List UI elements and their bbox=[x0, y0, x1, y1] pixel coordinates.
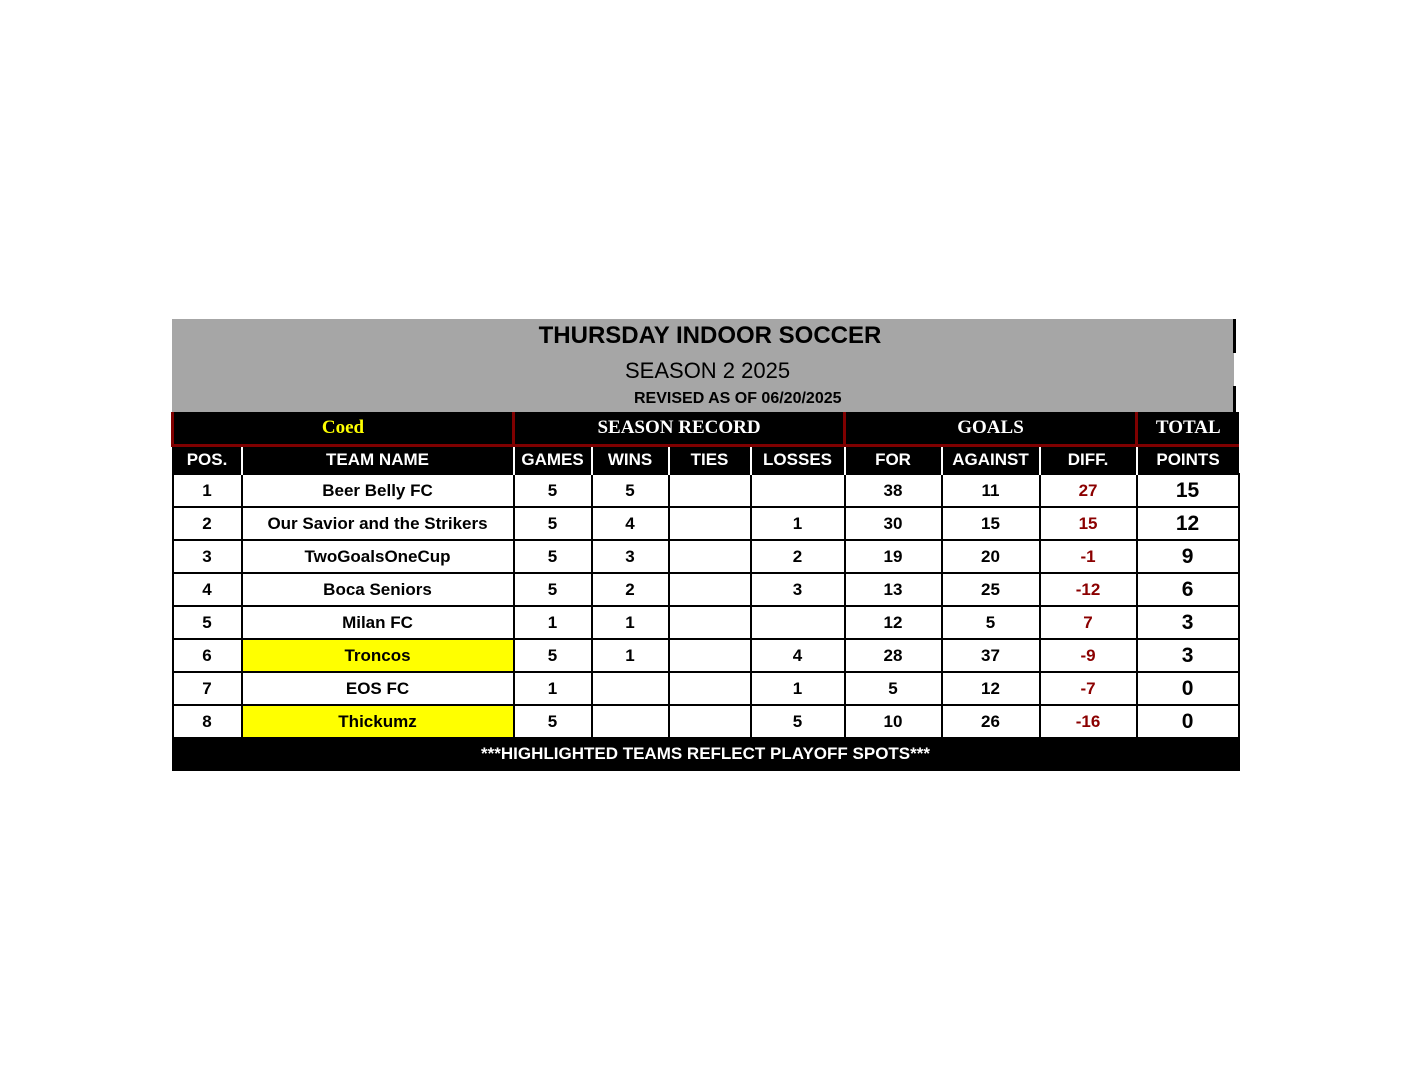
cell-ties bbox=[669, 474, 751, 507]
cell-wins: 3 bbox=[592, 540, 669, 573]
cell-for: 38 bbox=[845, 474, 942, 507]
cell-games: 5 bbox=[514, 540, 592, 573]
col-header-wins: WINS bbox=[592, 446, 669, 475]
cell-for: 19 bbox=[845, 540, 942, 573]
cell-against: 5 bbox=[942, 606, 1040, 639]
cell-ties bbox=[669, 639, 751, 672]
col-header-losses: LOSSES bbox=[751, 446, 845, 475]
cell-pos: 1 bbox=[173, 474, 242, 507]
cell-points: 0 bbox=[1137, 705, 1239, 738]
cell-games: 5 bbox=[514, 507, 592, 540]
col-header-against: AGAINST bbox=[942, 446, 1040, 475]
table-row bbox=[173, 639, 1239, 672]
cell-losses bbox=[751, 606, 845, 639]
cell-pos: 7 bbox=[173, 672, 242, 705]
season-label: SEASON 2 2025 bbox=[625, 358, 791, 383]
table-row bbox=[173, 606, 1239, 639]
cell-points: 3 bbox=[1137, 606, 1239, 639]
cell-losses: 2 bbox=[751, 540, 845, 573]
cell-for: 30 bbox=[845, 507, 942, 540]
cell-games: 5 bbox=[514, 639, 592, 672]
cell-team: EOS FC bbox=[242, 672, 514, 705]
cell-pos: 3 bbox=[173, 540, 242, 573]
cell-diff: -12 bbox=[1040, 573, 1137, 606]
table-row bbox=[173, 540, 1239, 573]
cell-team: TwoGoalsOneCup bbox=[242, 540, 514, 573]
cell-wins: 2 bbox=[592, 573, 669, 606]
cell-team: Boca Seniors bbox=[242, 573, 514, 606]
cell-diff: 15 bbox=[1040, 507, 1137, 540]
cell-against: 15 bbox=[942, 507, 1040, 540]
season-record-header: SEASON RECORD bbox=[514, 412, 845, 446]
standings-sheet bbox=[172, 319, 1236, 771]
cell-for: 13 bbox=[845, 573, 942, 606]
league-title: THURSDAY INDOOR SOCCER bbox=[538, 322, 882, 349]
cell-games: 5 bbox=[514, 474, 592, 507]
revised-date: REVISED AS OF 06/20/2025 bbox=[634, 390, 842, 407]
cell-pos: 5 bbox=[173, 606, 242, 639]
cell-for: 5 bbox=[845, 672, 942, 705]
cell-diff: -1 bbox=[1040, 540, 1137, 573]
cell-wins: 1 bbox=[592, 639, 669, 672]
cell-pos: 4 bbox=[173, 573, 242, 606]
cell-games: 1 bbox=[514, 672, 592, 705]
col-header-games: GAMES bbox=[514, 446, 592, 475]
cell-against: 26 bbox=[942, 705, 1040, 738]
cell-points: 0 bbox=[1137, 672, 1239, 705]
cell-points: 3 bbox=[1137, 639, 1239, 672]
banner-border bbox=[1233, 319, 1236, 353]
standings-body bbox=[173, 474, 1239, 738]
cell-losses: 1 bbox=[751, 507, 845, 540]
cell-points: 15 bbox=[1137, 474, 1239, 507]
cell-wins: 4 bbox=[592, 507, 669, 540]
standings-table bbox=[171, 412, 1240, 771]
cell-for: 12 bbox=[845, 606, 942, 639]
playoff-note: ***HIGHLIGHTED TEAMS REFLECT PLAYOFF SPOTS*** bbox=[173, 738, 1239, 770]
cell-against: 25 bbox=[942, 573, 1040, 606]
cell-ties bbox=[669, 705, 751, 738]
cell-against: 37 bbox=[942, 639, 1040, 672]
footer-row bbox=[173, 738, 1239, 770]
cell-for: 10 bbox=[845, 705, 942, 738]
cell-games: 5 bbox=[514, 573, 592, 606]
cell-losses bbox=[751, 474, 845, 507]
col-header-points: POINTS bbox=[1137, 446, 1239, 475]
cell-losses: 5 bbox=[751, 705, 845, 738]
title-banner bbox=[172, 319, 1234, 412]
cell-losses: 4 bbox=[751, 639, 845, 672]
cell-against: 12 bbox=[942, 672, 1040, 705]
col-header-team: TEAM NAME bbox=[242, 446, 514, 475]
cell-pos: 6 bbox=[173, 639, 242, 672]
cell-pos: 8 bbox=[173, 705, 242, 738]
cell-points: 12 bbox=[1137, 507, 1239, 540]
cell-team: Beer Belly FC bbox=[242, 474, 514, 507]
cell-diff: -9 bbox=[1040, 639, 1137, 672]
cell-points: 9 bbox=[1137, 540, 1239, 573]
cell-pos: 2 bbox=[173, 507, 242, 540]
cell-ties bbox=[669, 573, 751, 606]
cell-ties bbox=[669, 672, 751, 705]
group-header-row bbox=[173, 412, 1239, 446]
cell-points: 6 bbox=[1137, 573, 1239, 606]
cell-losses: 3 bbox=[751, 573, 845, 606]
cell-wins bbox=[592, 705, 669, 738]
col-header-ties: TIES bbox=[669, 446, 751, 475]
cell-team: Our Savior and the Strikers bbox=[242, 507, 514, 540]
cell-wins: 1 bbox=[592, 606, 669, 639]
cell-games: 5 bbox=[514, 705, 592, 738]
cell-team: Thickumz bbox=[242, 705, 514, 738]
table-row bbox=[173, 672, 1239, 705]
goals-header: GOALS bbox=[845, 412, 1137, 446]
col-header-pos: POS. bbox=[173, 446, 242, 475]
cell-diff: 27 bbox=[1040, 474, 1137, 507]
cell-games: 1 bbox=[514, 606, 592, 639]
table-row bbox=[173, 507, 1239, 540]
table-row bbox=[173, 705, 1239, 738]
cell-diff: 7 bbox=[1040, 606, 1137, 639]
cell-ties bbox=[669, 540, 751, 573]
col-header-for: FOR bbox=[845, 446, 942, 475]
banner-border bbox=[1233, 386, 1236, 412]
cell-diff: -7 bbox=[1040, 672, 1137, 705]
cell-wins: 5 bbox=[592, 474, 669, 507]
cell-losses: 1 bbox=[751, 672, 845, 705]
table-row bbox=[173, 573, 1239, 606]
col-header-diff: DIFF. bbox=[1040, 446, 1137, 475]
cell-ties bbox=[669, 507, 751, 540]
table-row bbox=[173, 474, 1239, 507]
division-label: Coed bbox=[173, 412, 514, 446]
cell-team: Milan FC bbox=[242, 606, 514, 639]
cell-against: 11 bbox=[942, 474, 1040, 507]
cell-team: Troncos bbox=[242, 639, 514, 672]
column-header-row bbox=[173, 446, 1239, 475]
cell-against: 20 bbox=[942, 540, 1040, 573]
total-header: TOTAL bbox=[1137, 412, 1239, 446]
cell-diff: -16 bbox=[1040, 705, 1137, 738]
cell-ties bbox=[669, 606, 751, 639]
cell-wins bbox=[592, 672, 669, 705]
cell-for: 28 bbox=[845, 639, 942, 672]
